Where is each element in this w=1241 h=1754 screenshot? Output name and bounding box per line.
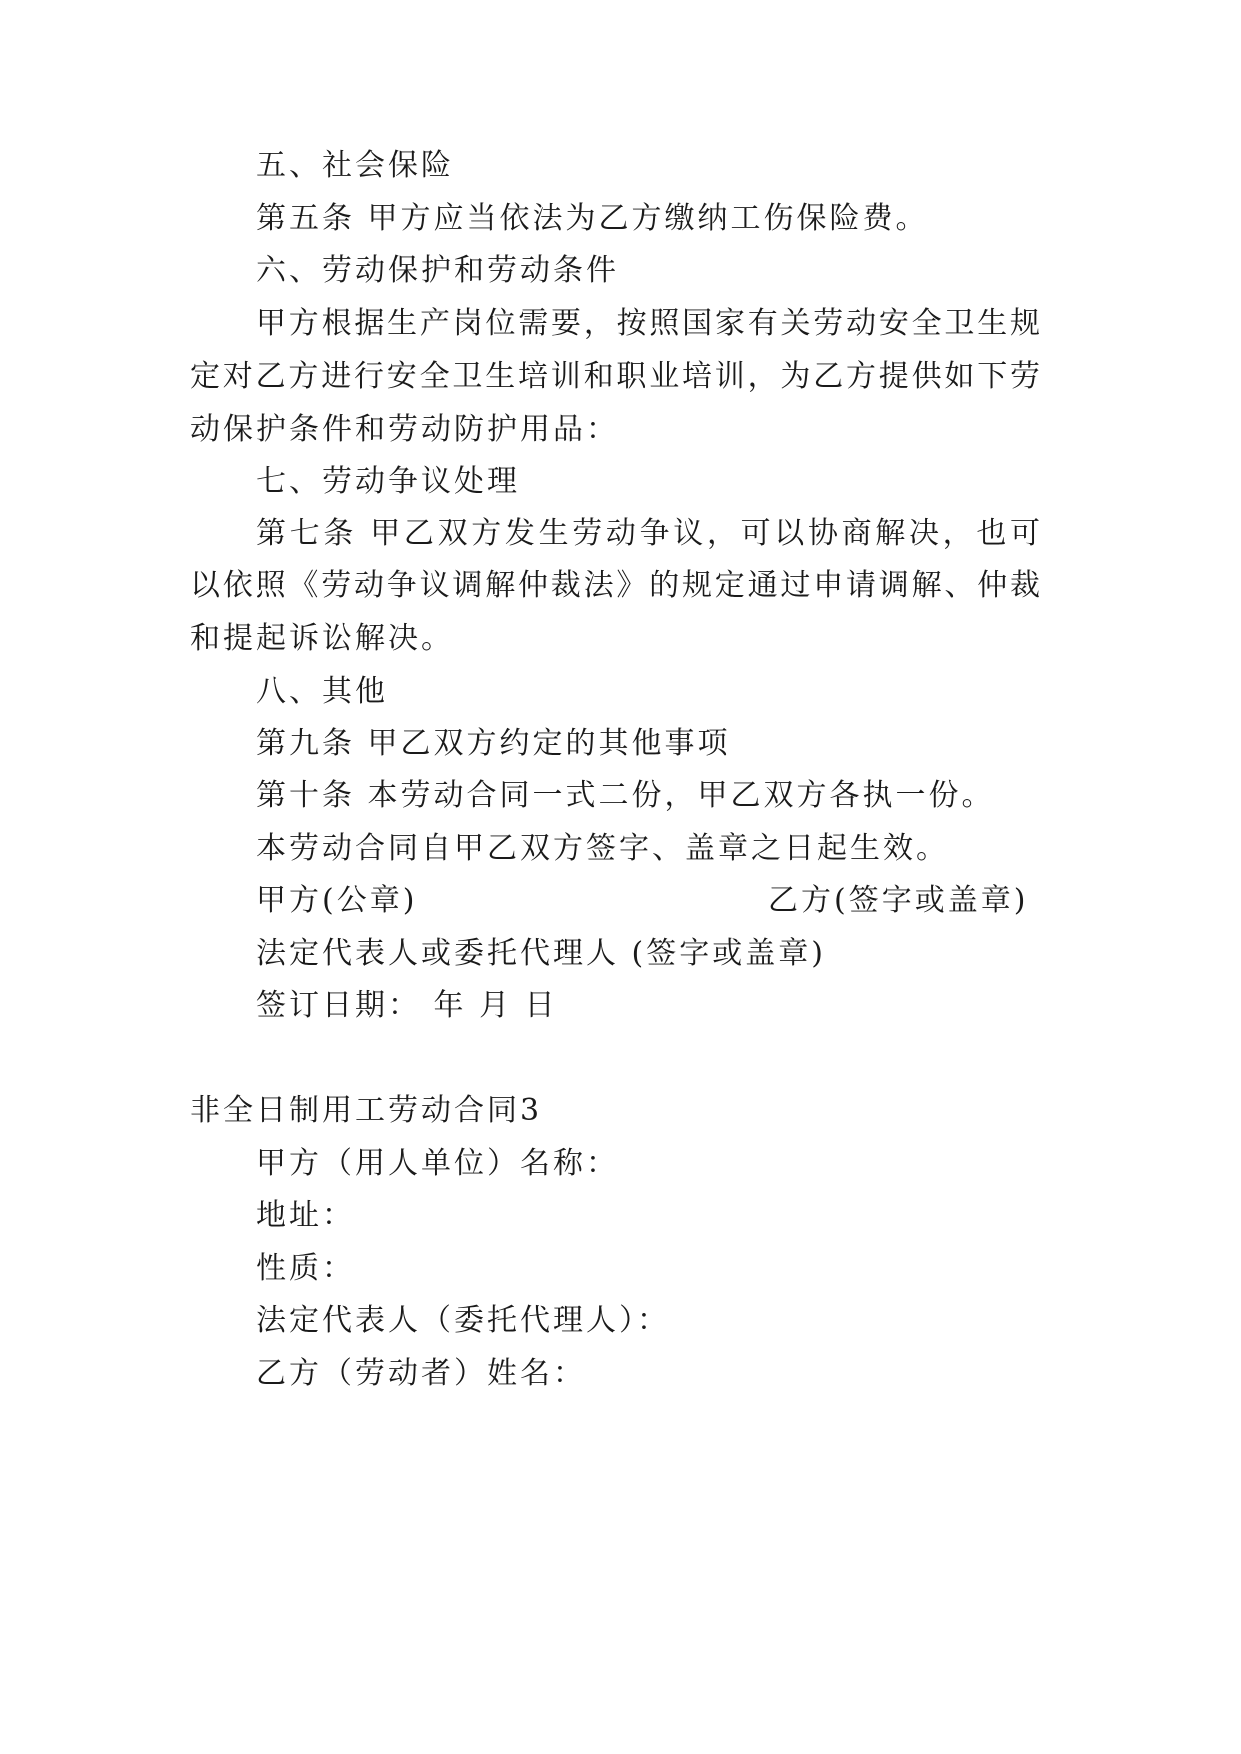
paragraph-line: 甲方根据生产岗位需要，按照国家有关劳动安全卫生规 bbox=[256, 306, 1042, 341]
article-10: 第十条 本劳动合同一式二份，甲乙双方各执一份。 bbox=[256, 778, 995, 813]
party-b-signature-label: 乙方(签字或盖章) bbox=[768, 883, 1029, 918]
nature-field: 性质： bbox=[256, 1251, 355, 1286]
paragraph-line: 和提起诉讼解决。 bbox=[190, 621, 454, 656]
signing-date-label: 签订日期： 年 月 日 bbox=[256, 988, 558, 1023]
paragraph-line: 定对乙方进行安全卫生培训和职业培训，为乙方提供如下劳 bbox=[190, 359, 1042, 394]
legal-representative-field: 法定代表人（委托代理人）： bbox=[256, 1303, 670, 1338]
section-heading-labor-dispute: 七、劳动争议处理 bbox=[256, 464, 520, 499]
paragraph-line: 动保护条件和劳动防护用品： bbox=[190, 412, 619, 447]
effective-clause: 本劳动合同自甲乙双方签字、盖章之日起生效。 bbox=[256, 831, 949, 866]
paragraph-line: 以依照《劳动争议调解仲裁法》的规定通过申请调解、仲裁 bbox=[190, 568, 1042, 603]
paragraph-line: 第七条 甲乙双方发生劳动争议，可以协商解决，也可 bbox=[256, 516, 1042, 551]
employee-name-field: 乙方（劳动者）姓名： bbox=[256, 1356, 586, 1391]
employer-name-field: 甲方（用人单位）名称： bbox=[256, 1146, 619, 1181]
contract-3-title: 非全日制用工劳动合同3 bbox=[190, 1093, 543, 1128]
party-a-seal-label: 甲方(公章) bbox=[256, 883, 418, 918]
section-heading-other: 八、其他 bbox=[256, 674, 388, 709]
legal-representative-signature-label: 法定代表人或委托代理人 (签字或盖章) bbox=[256, 936, 826, 971]
section-heading-social-insurance: 五、社会保险 bbox=[256, 148, 454, 183]
section-heading-labor-protection: 六、劳动保护和劳动条件 bbox=[256, 253, 619, 288]
article-9: 第九条 甲乙双方约定的其他事项 bbox=[256, 726, 731, 761]
article-5: 第五条 甲方应当依法为乙方缴纳工伤保险费。 bbox=[256, 201, 929, 236]
address-field: 地址： bbox=[256, 1198, 355, 1233]
